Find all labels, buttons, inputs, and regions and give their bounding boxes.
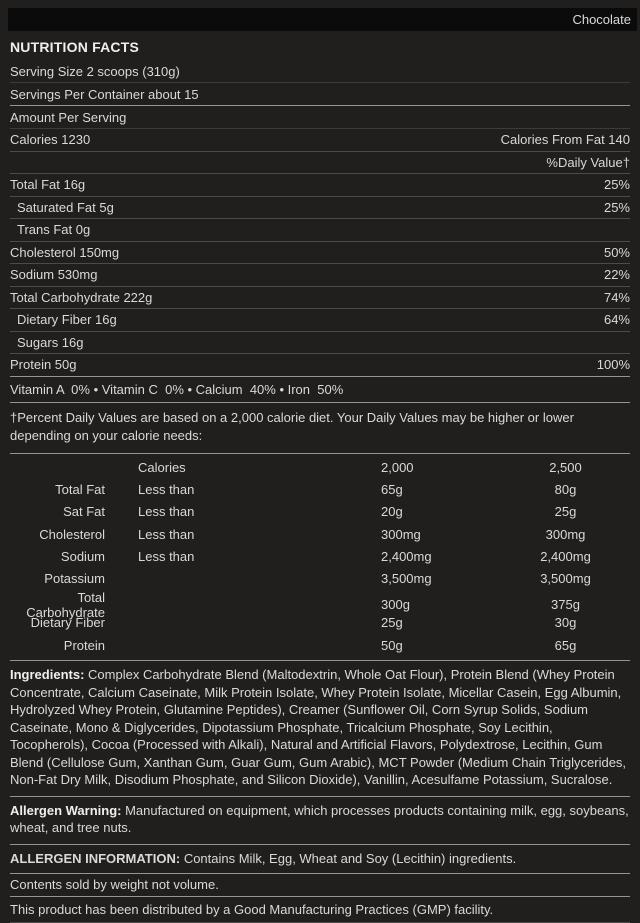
table-cell: 65g <box>381 482 403 498</box>
nutrient-dv: 100% <box>596 357 630 373</box>
table-row <box>10 457 630 479</box>
allergen-information-label: ALLERGEN INFORMATION: <box>10 850 181 866</box>
nutrient-dv: 22% <box>603 267 630 283</box>
table-cell: Protein <box>63 637 105 653</box>
ingredients-label: Ingredients: <box>10 667 85 683</box>
nutrient-dv: 25% <box>603 199 630 215</box>
table-cell: Less than <box>138 504 195 520</box>
nutrient-dv: 50% <box>603 244 630 260</box>
table-cell: 375g <box>551 597 580 613</box>
flavor-name: Chocolate <box>572 12 631 27</box>
table-row <box>10 567 630 589</box>
nutrient-label: Protein 50g <box>10 357 77 373</box>
nutrient-row-sodium <box>10 264 630 287</box>
nutrient-label: Saturated Fat 5g <box>17 199 114 215</box>
allergen-warning-paragraph <box>10 797 630 845</box>
table-cell: Potassium <box>44 571 105 587</box>
allergen-warning-label: Allergen Warning: <box>10 802 122 818</box>
serving-size-row <box>10 60 630 83</box>
nutrient-label: Sugars 16g <box>17 334 84 350</box>
calories-value: Calories 1230 <box>10 132 91 148</box>
daily-value-footnote: †Percent Daily Values are based on a 2,000 calorie diet. Your Daily Values may be higher or lower depending on your calorie needs: <box>10 403 630 454</box>
nutrient-dv: 64% <box>603 312 630 328</box>
table-cell: 25g <box>381 615 403 631</box>
table-cell: Less than <box>138 526 195 542</box>
amount-per-serving-row <box>10 106 630 129</box>
nutrient-label: Dietary Fiber 16g <box>17 312 117 328</box>
table-cell: Sat Fat <box>63 504 105 520</box>
table-cell: 300mg <box>381 526 421 542</box>
table-row <box>10 634 630 656</box>
table-cell: 30g <box>554 615 577 631</box>
table-row <box>10 523 630 545</box>
servings-per-container-row <box>10 83 630 106</box>
vitamins-row: Vitamin A 0% • Vitamin C 0% • Calcium 40% • Iron 50% <box>10 377 630 403</box>
allergen-information-text: Contains Milk, Egg, Wheat and Soy (Lecithin) ingredients. <box>183 850 517 866</box>
table-cell: 25g <box>554 504 577 520</box>
calories-row <box>10 129 630 152</box>
calories-from-fat-value: Calories From Fat 140 <box>500 132 630 148</box>
table-row <box>10 589 630 620</box>
nutrient-dv: 25% <box>603 177 630 193</box>
table-cell: Dietary Fiber <box>30 615 105 631</box>
ingredients-text: Complex Carbohydrate Blend (Maltodextrin, Whole Oat Flour), Protein Blend (Whey Protein Concentrate, Calcium Caseinate, Milk Protein Isolate, Whey Protein Isolate, Micellar Casein, Egg Albumin, Hydrolyzed Whey Protein, Glutamine Peptides), Creamer (Sunflower Oil, Corn Syrup Solids, Sodium Caseinate, Mono & Diglycerides, Dipotassium Phosphate, Tricalcium Phosphate, Soy Lecithin, Tocopherols), Cocoa (Processed with Alkali), Natural and Artificial Flavors, Polydextrose, Lecithin, Gum Blend (Cellulose Gum, Xanthan Gum, Guar Gum, Gum Arabic), MCT Powder (Medium Chain Triglycerides, Non-Fat Dry Milk, Disodium Phosphate, and Silicon Dioxide), Vanillin, Acesulfame Potassium, Sucralose. <box>10 667 627 788</box>
table-cell: Less than <box>138 548 195 564</box>
nutrient-row-cholesterol <box>10 242 630 265</box>
table-cell: 3,500mg <box>381 571 432 587</box>
nutrient-label: Total Fat 16g <box>10 177 86 193</box>
distribution-note-row <box>10 897 630 923</box>
table-cell: 50g <box>381 637 403 653</box>
distribution-note-text: This product has been distributed by a Good Manufacturing Practices (GMP) facility. <box>10 901 494 917</box>
table-cell: Calories <box>138 460 186 476</box>
table-cell: 2,500 <box>549 460 582 476</box>
allergen-information-row <box>10 845 630 874</box>
nutrient-dv: 74% <box>603 289 630 305</box>
table-row <box>10 545 630 567</box>
nutrient-row-dietary-fiber <box>10 309 630 332</box>
table-row <box>10 612 630 634</box>
table-cell: 20g <box>381 504 403 520</box>
table-cell: Total Fat <box>55 482 105 498</box>
nutrient-row-trans-fat <box>10 219 630 242</box>
nutrient-row-total-fat <box>10 174 630 197</box>
table-cell: 300mg <box>545 526 586 542</box>
table-cell: Less than <box>138 482 195 498</box>
nutrient-label: Cholesterol 150mg <box>10 244 120 260</box>
contents-note-row <box>10 874 630 897</box>
daily-values-table <box>10 454 630 662</box>
table-cell: Total Carbohydrate <box>26 589 105 620</box>
flavor-bar <box>8 8 637 31</box>
table-cell: 2,400mg <box>540 548 591 564</box>
servings-per-container-text: Servings Per Container about 15 <box>10 86 199 102</box>
table-row <box>10 501 630 523</box>
table-cell: Cholesterol <box>39 526 105 542</box>
daily-value-header: %Daily Value† <box>546 154 630 170</box>
ingredients-paragraph <box>10 661 630 797</box>
table-cell: Sodium <box>60 548 105 564</box>
nutrition-label <box>0 8 640 923</box>
serving-size-text: Serving Size 2 scoops (310g) <box>10 63 180 79</box>
allergen-warning-text: Manufactured on equipment, which processes products containing milk, egg, soybeans, wheat, and tree nuts. <box>10 802 629 836</box>
table-cell: 2,400mg <box>381 548 432 564</box>
nutrient-label: Sodium 530mg <box>10 267 98 283</box>
nutrient-row-sugars <box>10 332 630 355</box>
table-cell: 300g <box>381 597 410 613</box>
table-cell: 65g <box>554 637 577 653</box>
nutrient-row-protein <box>10 354 630 377</box>
table-cell: 2,000 <box>381 460 414 476</box>
table-row <box>10 479 630 501</box>
amount-per-serving-text: Amount Per Serving <box>10 109 127 125</box>
nutrient-label: Trans Fat 0g <box>17 222 91 238</box>
nutrient-row-saturated-fat <box>10 197 630 220</box>
daily-value-header-row <box>10 152 630 175</box>
contents-note-text: Contents sold by weight not volume. <box>10 877 219 893</box>
page-title: NUTRITION FACTS <box>10 39 139 55</box>
table-cell: 3,500mg <box>540 571 591 587</box>
nutrient-row-total-carbohydrate <box>10 287 630 310</box>
nutrient-label: Total Carbohydrate 222g <box>10 289 153 305</box>
table-cell: 80g <box>554 482 577 498</box>
